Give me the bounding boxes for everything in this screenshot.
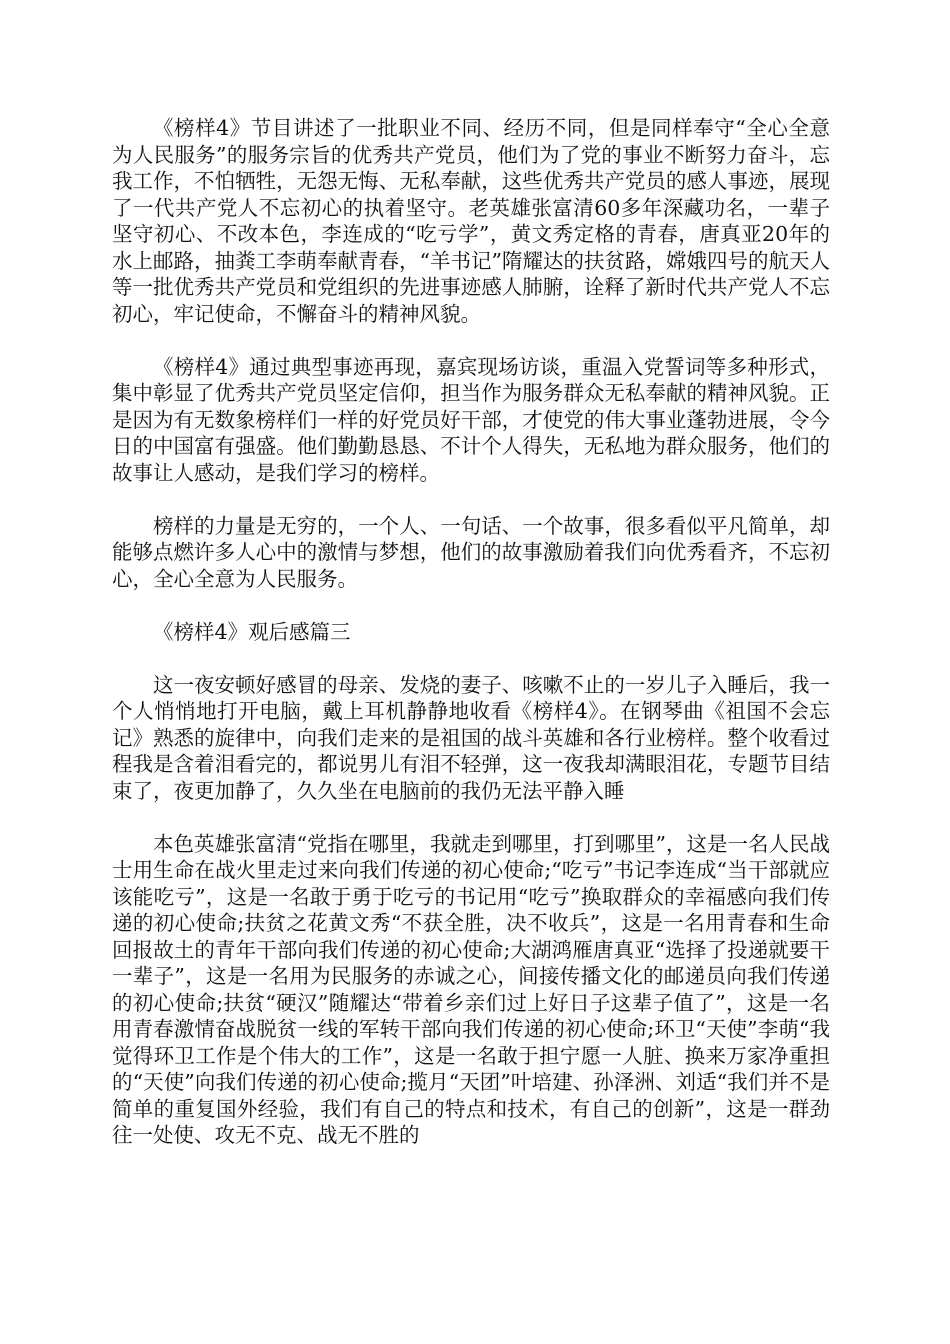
paragraph-heroes: 本色英雄张富清“党指在哪里，我就走到哪里，打到哪里”，这是一名人民战士用生命在战火里走过来向我们传递的初心使命;“吃亏”书记李连成“当干部就应该能吃亏”，这是一名敢于勇于吃亏的书记用“吃亏”换取群众的幸福感向我们传递的初心使命;扶贫之花黄文秀“不获全胜，决不收兵”，这是一名用青春和生命回报故土的青年干部向我们传递的初心使命;大湖鸿雁唐真亚“选择了投递就要干一辈子”，这是一名用为民服务的赤诚之心，间接传播文化的邮递员向我们传递的初心使命;扶贫“硬汉”随耀达“带着乡亲们过上好日子这辈子值了”，这是一名用青春激情奋战脱贫一线的军转干部向我们传递的初心使命;环卫“天使”李萌“我觉得环卫工作是个伟大的工作”，这是一名敢于担宁愿一人脏、换来万家净重担的“天使”向我们传递的初心使命;揽月“天团”叶培建、孙泽洲、刘适“我们并不是简单的重复国外经验，我们有自己的特点和技术，有自己的创新”，这是一群劲往一处使、攻无不克、战无不胜的 [112, 831, 830, 1147]
paragraph-power: 榜样的力量是无穷的，一个人、一句话、一个故事，很多看似平凡简单，却能够点燃许多人心中的激情与梦想，他们的故事激励着我们向优秀看齐，不忘初心，全心全意为人民服务。 [112, 513, 830, 591]
document-body [112, 115, 830, 1175]
paragraph-night: 这一夜安顿好感冒的母亲、发烧的妻子、咳嗽不止的一岁儿子入睡后，我一个人悄悄地打开电脑，戴上耳机静静地收看《榜样4》。在钢琴曲《祖国不会忘记》熟悉的旋律中，向我们走来的是祖国的战斗英雄和各行业榜样。整个收看过程我是含着泪看完的，都说男儿有泪不轻弹，这一夜我却满眼泪花，专题节目结束了，夜更加静了，久久坐在电脑前的我仍无法平静入睡 [112, 672, 830, 803]
paragraph-format: 《榜样4》通过典型事迹再现，嘉宾现场访谈，重温入党誓词等多种形式，集中彰显了优秀共产党员坚定信仰，担当作为服务群众无私奉献的精神风貌。正是因为有无数象榜样们一样的好党员好干部，才使党的伟大事业蓬勃进展，令今日的中国富有强盛。他们勤勤恳恳、不计个人得失，无私地为群众服务，他们的故事让人感动，是我们学习的榜样。 [112, 354, 830, 485]
paragraph-intro: 《榜样4》节目讲述了一批职业不同、经历不同，但是同样奉守“全心全意为人民服务”的服务宗旨的优秀共产党员，他们为了党的事业不断努力奋斗，忘我工作，不怕牺牲，无怨无悔、无私奉献，这些优秀共产党员的感人事迹，展现了一代共产党人不忘初心的执着坚守。老英雄张富清60多年深藏功名，一辈子坚守初心、不改本色，李连成的“吃亏学”，黄文秀定格的青春，唐真亚20年的水上邮路，抽粪工李萌奉献青春，“羊书记”隋耀达的扶贫路，嫦娥四号的航天人等一批优秀共产党员和党组织的先进事迹感人肺腑，诠释了新时代共产党人不忘初心，牢记使命，不懈奋斗的精神风貌。 [112, 116, 830, 326]
section-heading: 《榜样4》观后感篇三 [153, 619, 351, 644]
